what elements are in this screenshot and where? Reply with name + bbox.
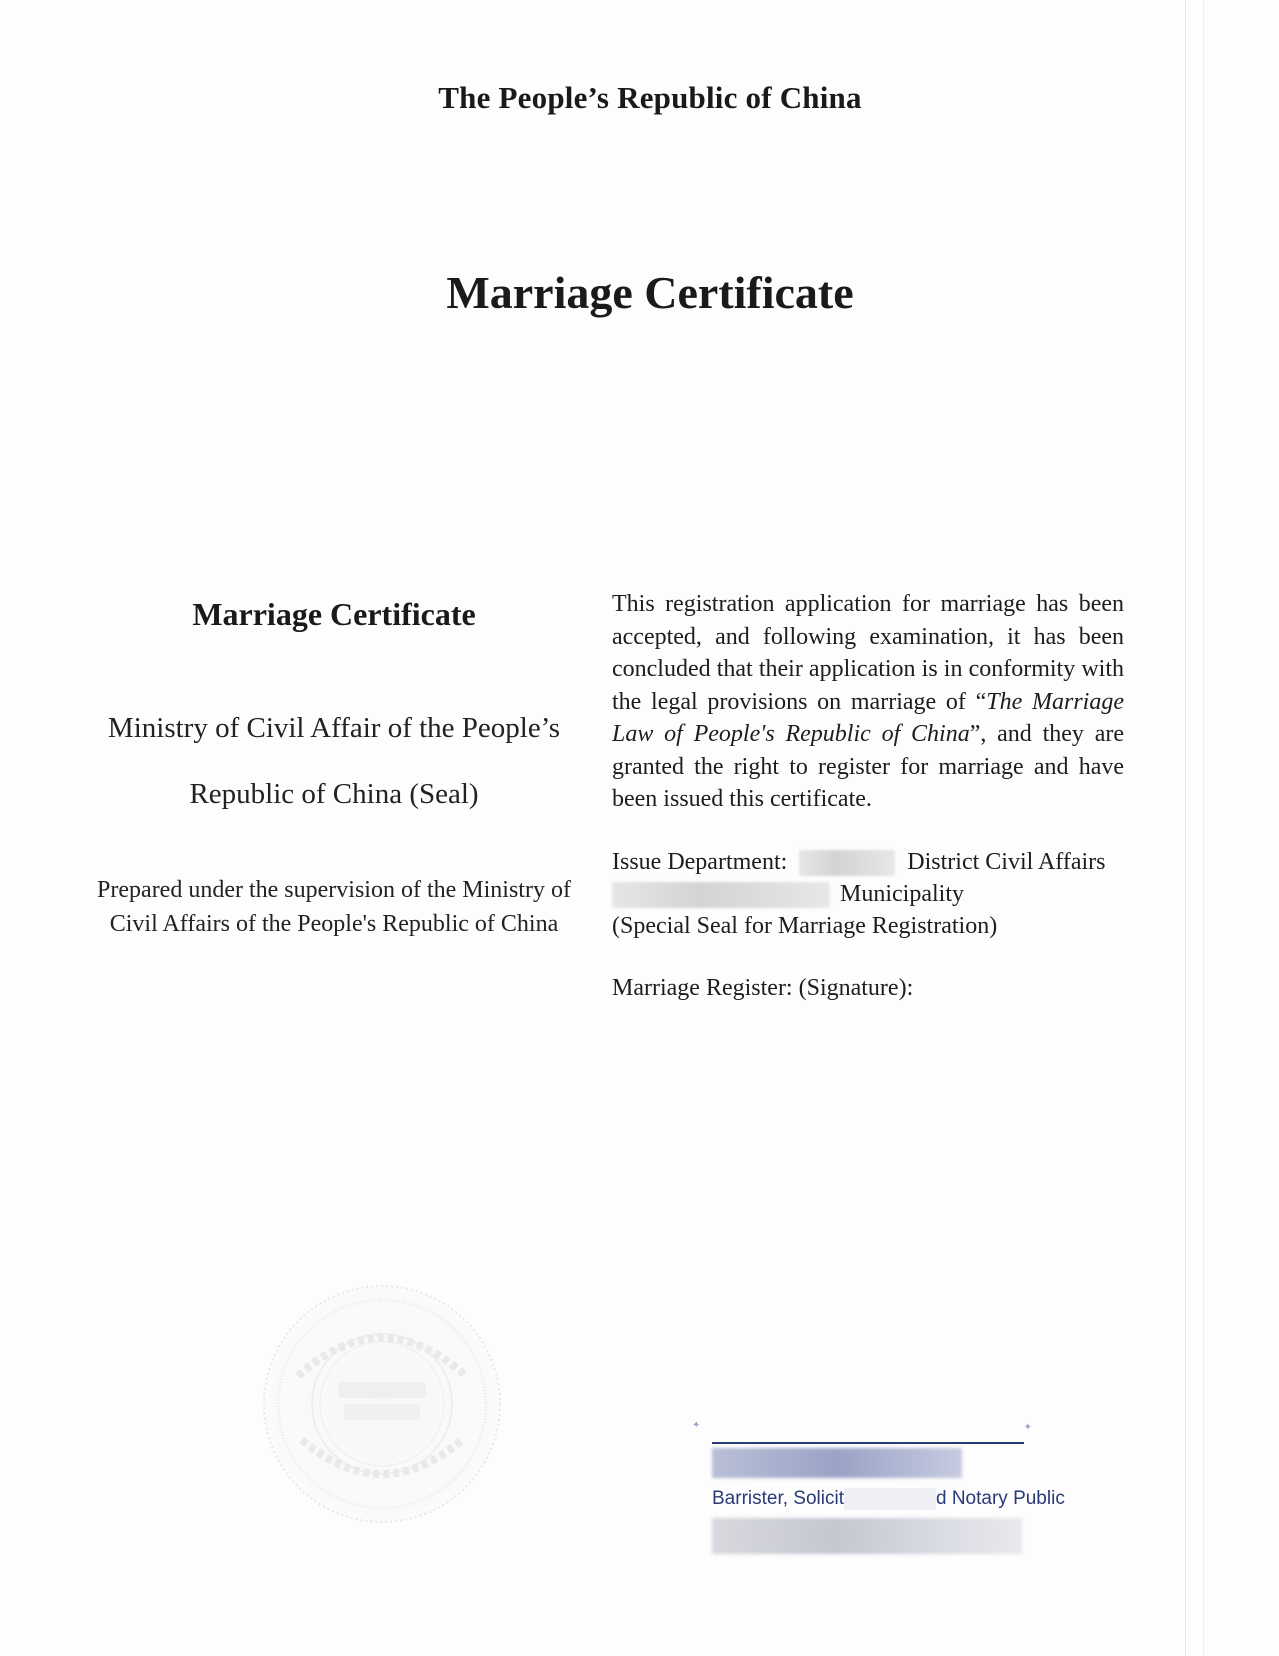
notary-stamp — [692, 1420, 1065, 1560]
right-column — [612, 588, 1124, 1004]
notary-title-visible-right: d Notary Public — [935, 1488, 1065, 1510]
issue-municipality-text: Municipality — [840, 880, 964, 907]
redacted-department-name — [612, 882, 830, 908]
scan-edge-line — [1203, 0, 1204, 1656]
ministry-seal-text — [78, 695, 590, 827]
country-heading: The People’s Republic of China — [438, 80, 862, 115]
special-seal-line: (Special Seal for Marriage Registration) — [612, 912, 998, 939]
redacted-notary-address — [712, 1518, 1022, 1554]
left-column — [78, 590, 590, 941]
issue-district-text: District Civil Affairs — [907, 848, 1106, 875]
marriage-register-signature: Marriage Register: (Signature): — [612, 974, 914, 1001]
statement-part-2: ”, and they are granted the right to register for marriage and have been issued this certificate. — [612, 721, 1125, 812]
registration-statement — [612, 588, 1124, 816]
issue-department-block — [612, 846, 1124, 942]
stamp-corner-mark: ✦ — [692, 1420, 701, 1431]
scan-edge-line — [1185, 0, 1186, 1656]
marriage-law-title: The Marriage Law of People's Republic of China — [612, 688, 1125, 747]
statement-part-1: This registration application for marriage has been accepted, and following examination, it has been concluded that their application is in conformity with the legal provisions on marriage of “ — [612, 591, 1124, 715]
ministry-line-1: Ministry of Civil Affair of the People’s — [107, 712, 561, 744]
redacted-title-fragment — [844, 1488, 936, 1510]
redacted-notary-name — [712, 1448, 962, 1478]
notary-title — [712, 1488, 1065, 1510]
issue-line-2 — [612, 878, 1124, 910]
notary-title-visible-left: Barrister, Solicit — [712, 1488, 844, 1510]
redacted-district-name — [799, 850, 895, 876]
issue-department-label: Issue Department: — [612, 848, 788, 875]
embossed-notary-seal-icon — [258, 1280, 506, 1528]
prepared-note: Prepared under the supervision of the Ministry of Civil Affairs of the People's Republic of China — [97, 877, 571, 937]
issue-line-1 — [612, 846, 1124, 878]
stamp-top-rule — [712, 1442, 1024, 1444]
ministry-line-2: Republic of China (Seal) — [189, 778, 479, 810]
certificate-title: Marriage Certificate — [446, 267, 854, 318]
left-certificate-title: Marriage Certificate — [192, 596, 476, 632]
stamp-corner-mark: ✦ — [1023, 1422, 1032, 1433]
